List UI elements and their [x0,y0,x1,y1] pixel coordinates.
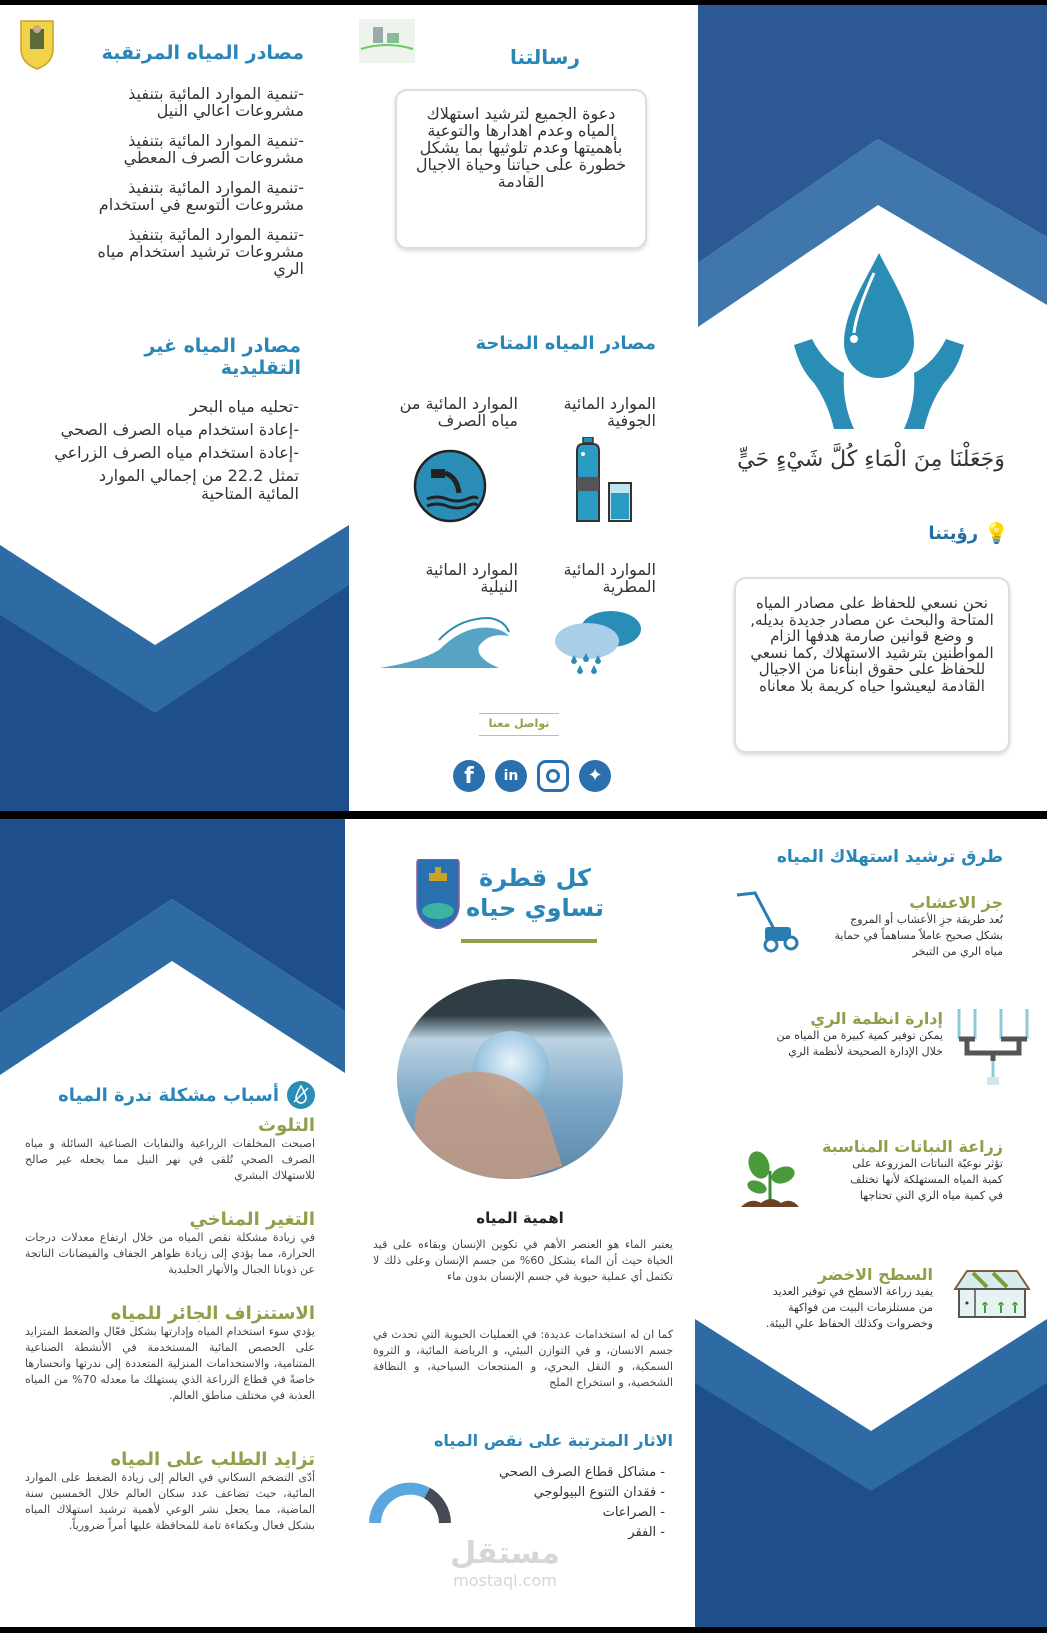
chevron-decoration [695,1319,1047,1627]
twitter-icon[interactable]: ✦ [579,760,611,792]
method-mowing [823,893,1003,960]
faculty-logo [359,19,415,63]
upcoming-sources-title: مصادر المياه المرتقبة [101,42,304,64]
mission-sources-panel [349,5,698,811]
vision-card [734,577,1010,753]
cause-text: اصبحت المخلفات الزراعية والنفايات الصناعية السائلة و مياه الصرف الصحي تُلقى في نهر النيل مما يجعله غير صالح للاستهلاك البشري [25,1137,315,1182]
watermark-arabic: مستقل [450,1536,560,1571]
slogan-line-1: كل قطرة [479,864,591,892]
cause-title: التلوث [258,1115,315,1136]
vision-title-text: رؤيتنا [928,522,979,544]
vision-title [928,521,1009,545]
list-item: -تحليه مياه البحر [189,397,299,416]
available-sources-title: مصادر المياه المتاحة [475,333,656,354]
brochure-outer-side [0,5,1047,811]
method-title: إدارة انظمة الري [810,1009,943,1028]
irrigation-pipes-icon [955,1009,1031,1085]
lightbulb-icon: 💡 [984,521,1009,545]
upcoming-sources-panel [0,5,349,811]
importance-title: اهمية المياه [476,1209,564,1227]
cause-text: أدّى التضخم السكاني في العالم إلى زيادة الضغط على الموارد المائية، حيث تضاعف عدد سكان العالم خلال الخمسين سنة الماضية، مما يجعل نشر الوعي لأهمية ترشيد استهلاك المياه بشكل فعال وبكفاءة تامة للمحافظة عليها أمراً ضرورياً. [25,1471,315,1532]
scarcity-causes-panel [0,819,345,1627]
rain-cloud-icon [549,607,649,677]
method-text: تؤثر نوعيّة النباتات المزروعة على كمية المياه المستهلكة لأنها تختلف في كمية مياه الري التي تحتاجها [850,1157,1003,1202]
linkedin-icon[interactable]: in [495,760,527,792]
mission-card [395,89,647,249]
facebook-icon[interactable]: f [453,760,485,792]
list-item: - مشاكل قطاع الصرف الصحي [499,1465,665,1480]
effects-title: الاثار المترتبة على نقص المياه [433,1431,673,1450]
lawn-mower-icon [735,891,801,953]
list-item: -تنمية الموارد المائية بتنفيذ مشروعات ترشيد استخدام مياه الري [97,225,304,278]
crystal-ball-photo [397,979,623,1179]
cause-pollution [25,1115,315,1184]
sewage-pipe-icon [413,449,487,523]
list-item: -إعادة استخدام مياه الصرف الزراعي [54,443,299,462]
upcoming-sources-list [64,85,304,277]
mostaql-watermark [435,1537,575,1590]
list-item: - الفقر [628,1525,665,1540]
method-text: تُعد طريقة جزِ الأعشاب أو المروج بشكل صحيح عاملاً مساهماً في حماية مياه الري من التبخر [834,913,1003,958]
source-label-sewage: الموارد المائية من مياه الصرف [399,394,518,430]
slogan-line-2: تساوي حياه [466,894,604,922]
method-text: يمكن توفير كمية كبيرة من المياه من خلال الإدارة الصحيحة لأنظمة الري [776,1029,943,1058]
method-irrigation [763,1009,943,1060]
slogan-underline [461,939,597,943]
university-logo [18,19,56,71]
list-item: - فقدان التنوع البيولوجي [533,1485,665,1500]
social-links [453,760,613,794]
instagram-icon[interactable] [537,760,569,792]
vision-text: نحن نسعي للحفاظ على مصادر المياه المتاحة والبحث عن مصادر جديدة بديله, و وضع قوانين صارمة هدفها الزام المواطنين بترشيد الاستهلاك ,كما نسعي للحفاظ على حقوق ابناءنا من الاجيال القادمة ليعيشوا حياه كريمة بلا معاناه [750,594,994,695]
greenhouse-icon [953,1269,1031,1319]
brochure-inner-side [0,819,1047,1627]
contact-us-label: تواصل معنا [488,717,550,730]
cause-text: في زيادة مشكلة نقص المياه من خلال ارتفاع معدلات درجات الحرارة، مما يؤدي إلى زيادة ظواهر الجفاف والفيضانات الناتجة عن ذوبانا الجبال والأنهار الجليدية [25,1231,315,1276]
wave-icon [379,610,514,670]
importance-paragraph-2: كما ان له استخدامات عديدة: في العمليات الحيوية التي تحدث في جسم الانسان، و في التوازن البيئي، و الرياضة المائية، و الثروة السمكية، و النقل البحري، و المنتجعات السياحية، و النظافة الشخصية، و استخراج الملح [373,1328,673,1389]
cause-title: تزايد الطلب على المياه [110,1449,315,1470]
rationalization-title: طرق ترشيد استهلاك المياه [776,847,1003,867]
cause-text: يؤدي سوء استخدام المياه وإدارتها بشكل فعّال والضغط المتزايد على الحصص المائية المستخدمة في الأنشطة الصناعية المتنامية، والاستخدامات المنزلية المتعددة إلى ندرتها وانحسارها خاصةً في قطاع الزراعة الذي يستهلك ما معدله 70% من المياه العذبة في مختلف مناطق العالم. [25,1325,315,1402]
cover-panel [698,5,1047,811]
method-title: جز الاعشاب [909,893,1003,912]
method-title: زراعة النباتات المناسبة [821,1137,1003,1156]
no-water-icon [287,1081,315,1109]
list-item: -تنمية الموارد المائية بتنفيذ مشروعات الصرف المعطي [123,131,304,167]
list-item: -إعادة استخدام مياه الصرف الصحي [60,420,299,439]
cause-overexploitation [25,1303,315,1404]
source-label-rain: الموارد المائية المطرية [563,560,656,596]
water-bottle-icon [569,437,641,523]
half-donut-gauge [369,1481,451,1525]
importance-panel [345,819,695,1627]
chevron-decoration [0,819,345,1079]
sprout-icon [741,1149,799,1211]
list-item: -تنمية الموارد المائية بتنفيذ مشروعات اعالي النيل [128,84,304,120]
quran-verse: وَجَعَلْنَا مِنَ الْمَاءِ كُلَّ شَيْءٍ حَيٍّ [737,447,1005,472]
hands-water-drop-logo [794,253,964,429]
effects-list [425,1463,665,1543]
list-item: - الصراعات [602,1505,665,1520]
source-label-nile: الموارد المائية النيلية [425,560,518,596]
cause-climate-change [25,1209,315,1278]
rationalization-panel [695,819,1047,1627]
slogan [465,863,605,923]
list-item: تمثل 22.2 من إجمالي الموارد المائية المتاحية [98,466,299,503]
scarcity-causes-title [58,1081,315,1109]
importance-paragraph-1: يعتبر الماء هو العنصر الأهم في تكوين الإنسان وبقاءه على قيد الحياة حيث أن الماء يشكل 60% من جسم الإنسان وعلى ذلك لا تكتمل أي عملية حيوية في جسم الإنسان بدون ماء [373,1238,673,1283]
watermark-latin: mostaql.com [453,1571,557,1590]
scarcity-causes-title-text: أسباب مشكلة ندرة المياه [58,1084,279,1106]
list-item: -تنمية الموارد المائية بتنفيذ مشروعات التوسع في استخدام [98,178,304,214]
faucet-shield-logo [415,859,461,929]
cause-title: التغير المناخي [189,1209,315,1230]
method-text: يفيد زراعة الاسطح في توفير العديد من مستلزمات البيت من فواكهة وخضروات وكذلك الحفاظ علي البيئة. [765,1285,933,1330]
contact-divider-top [479,713,559,714]
mission-title: رسالتنا [509,45,580,69]
method-plants [813,1137,1003,1204]
mission-text: دعوة الجميع لترشيد استهلاك المياه وعدم اهدارها والتوعية بأهميتها وعدم تلوثيها بما يشكل خطورة على حياتنا وحياة الاجيال القادمة [415,104,627,191]
cause-title: الاستنزاف الجائر للمياه [110,1303,315,1324]
source-label-groundwater: الموارد المائية الجوفية [563,394,656,430]
method-title: السطح الاخضر [817,1265,933,1284]
nonconventional-title: مصادر المياه غير التقليدية [144,335,301,379]
cause-increasing-demand [25,1449,315,1534]
nonconventional-list [9,398,299,503]
chevron-decoration [0,515,349,811]
contact-divider-bottom [479,735,559,736]
